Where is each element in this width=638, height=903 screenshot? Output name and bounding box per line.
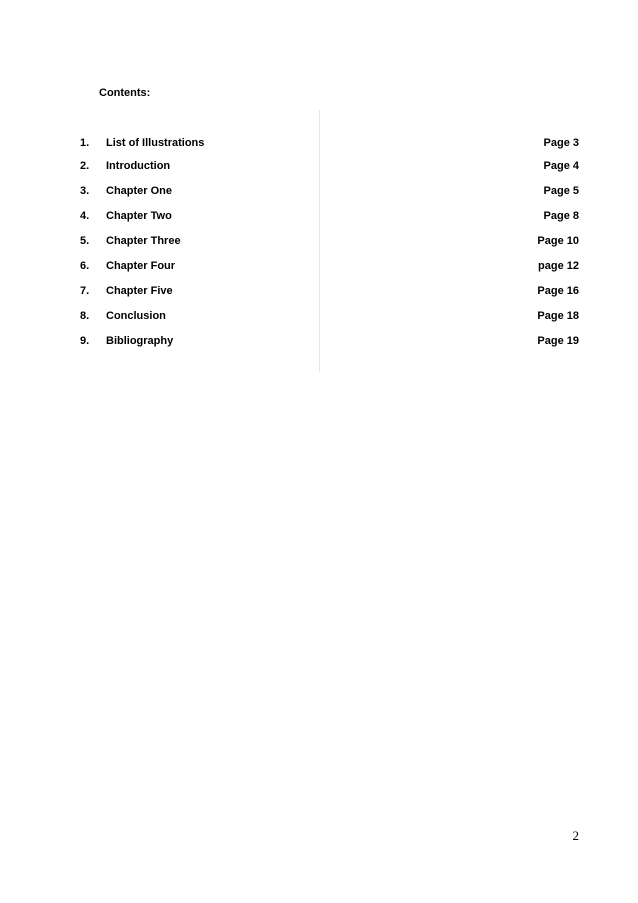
toc-entry-title: Chapter Four [106,260,176,272]
toc-entry-title: Introduction [106,160,171,172]
toc-entry-title: List of Illustrations [106,137,205,149]
toc-entry-title: Conclusion [106,310,166,322]
toc-entry-page: Page 19 [537,335,579,347]
toc-entry [0,135,638,151]
toc-entry-title: Bibliography [106,335,174,347]
toc-entry-number: 7. [80,285,90,297]
toc-entry [0,283,638,299]
toc-entry-page: Page 5 [543,185,579,197]
toc-entry-title: Chapter One [106,185,173,197]
toc-entry [0,233,638,249]
toc-entry-number: 3. [80,185,90,197]
toc-entry [0,333,638,349]
page-number: 2 [572,828,579,843]
toc-entry-page: Page 4 [543,160,579,172]
toc-entry-page: Page 3 [543,137,579,149]
toc-entry [0,183,638,199]
contents-heading: Contents: [99,87,151,99]
toc-entry-title: Chapter Five [106,285,173,297]
toc-entry-number: 4. [80,210,90,222]
toc-entry-number: 5. [80,235,90,247]
toc-entry-title: Chapter Three [106,235,181,247]
toc-entry [0,158,638,174]
toc-entry-number: 6. [80,260,90,272]
toc-entry [0,258,638,274]
toc-entry-number: 9. [80,335,90,347]
toc-entry-page: Page 16 [537,285,579,297]
toc-entry-number: 8. [80,310,90,322]
toc-entry-page: Page 18 [537,310,579,322]
toc-entry-page: page 12 [538,260,579,272]
toc-entry [0,308,638,324]
toc-entry [0,208,638,224]
toc-entry-page: Page 10 [537,235,579,247]
toc-entry-number: 1. [80,137,90,149]
toc-entry-page: Page 8 [543,210,579,222]
toc-entry-number: 2. [80,160,90,172]
toc-entry-title: Chapter Two [106,210,172,222]
